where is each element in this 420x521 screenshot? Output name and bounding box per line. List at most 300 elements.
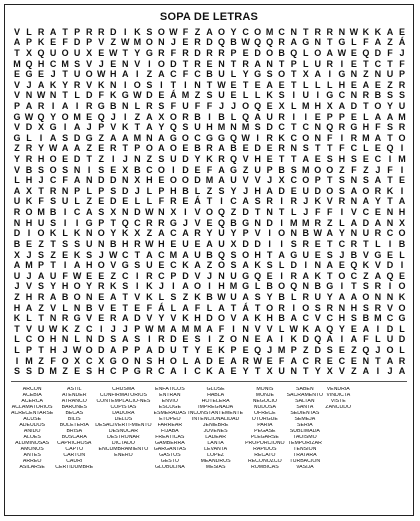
grid-cell: C [338,90,346,101]
grid-cell: R [314,26,322,37]
word-item: PLEGARSE [250,434,279,440]
grid-cell: N [290,26,297,37]
grid-cell: C [302,122,309,133]
grid-cell: X [74,355,81,366]
word-item: MONJE [255,392,274,398]
grid-cell: E [182,143,189,154]
grid-cell: R [218,48,225,58]
grid-cell: P [134,323,141,334]
grid-cell: K [206,154,213,165]
grid-cell: D [206,37,213,48]
word-item: ENVÍO [161,398,178,404]
grid-cell: I [292,302,295,313]
word-item: ACRECENTARSE [11,410,54,416]
grid-cell: A [386,26,394,37]
grid-cell: W [48,143,58,154]
grid-cell: E [86,270,93,281]
grid-cell: L [302,58,309,69]
grid-cell: Y [134,48,141,58]
grid-cell: J [158,281,164,292]
grid-cell: A [158,143,165,154]
grid-cell: M [49,366,57,377]
grid-cell: C [134,217,141,228]
grid-cell: N [302,281,309,292]
grid-cell: H [37,154,45,165]
word-item: AMONOS [20,446,44,452]
grid-cell: I [27,228,31,239]
grid-cell: L [351,37,357,48]
grid-cell: T [387,175,393,186]
grid-cell: F [62,270,68,281]
word-item: ACERCA [21,398,43,404]
grid-cell: F [387,48,393,58]
grid-cell: A [73,175,81,186]
grid-cell: U [194,249,201,260]
grid-cell: F [194,101,201,112]
grid-cell: R [13,207,21,218]
grid-cell: C [49,58,57,69]
grid-cell: A [13,260,21,271]
grid-cell: J [375,164,381,175]
grid-cell: N [85,228,93,239]
grid-cell: X [398,217,405,228]
grid-cell: E [314,111,321,122]
grid-cell: G [121,90,129,101]
grid-cell: U [73,69,81,80]
grid-cell: B [206,249,213,260]
grid-cell: H [122,238,129,249]
word-item: CERTIDUMBRE [55,464,94,470]
grid-cell: E [374,143,381,154]
grid-cell: L [86,185,92,196]
grid-cell: R [374,302,382,313]
grid-cell: A [326,48,334,58]
grid-cell: C [194,69,201,80]
grid-cell: I [63,122,67,133]
grid-cell: U [362,228,370,239]
grid-cell: Q [290,48,298,58]
word-item: ACEBIA [22,392,42,398]
grid-cell: K [134,26,141,37]
grid-cell: I [280,217,283,228]
grid-cell: W [217,79,226,90]
grid-cell: T [254,302,261,313]
grid-cell: N [122,101,129,112]
grid-cell: W [72,270,82,281]
word-item: DICTADO [111,440,135,446]
grid-cell: B [85,302,93,313]
grid-cell: N [314,132,322,143]
grid-cell: G [205,132,213,143]
word-item: ENTRAN [159,392,181,398]
grid-cell: H [97,366,105,377]
grid-cell: N [61,185,69,196]
grid-cell: D [242,238,249,249]
grid-cell: L [399,249,405,260]
grid-cell: M [398,154,406,165]
grid-cell: T [50,238,56,249]
grid-cell: E [266,355,273,366]
grid-cell: D [182,154,189,165]
grid-cell: A [170,323,177,334]
grid-cell: C [122,270,129,281]
grid-cell: C [73,207,81,218]
grid-cell: V [194,217,201,228]
grid-cell: W [133,90,142,101]
grid-cell: D [350,101,358,112]
grid-cell: L [315,79,321,90]
grid-cell: G [302,37,310,48]
grid-cell: D [37,366,45,377]
grid-cell: A [13,37,21,48]
grid-cell: O [97,228,105,239]
grid-cell: R [110,313,117,324]
grid-cell: X [110,207,117,218]
grid-cell: I [340,207,344,218]
grid-cell: G [242,270,250,281]
grid-cell: Q [121,217,129,228]
grid-cell: E [158,90,165,101]
word-item: LÓPEZ [207,452,225,458]
grid-cell: S [62,164,69,175]
grid-cell: Z [38,302,44,313]
grid-cell: E [278,79,285,90]
grid-cell: T [62,90,68,101]
grid-cell: O [326,185,334,196]
grid-cell: E [338,260,345,271]
grid-cell: L [327,79,333,90]
grid-cell: A [362,323,370,334]
grid-cell: R [278,143,285,154]
grid-cell: U [266,111,273,122]
grid-cell: M [25,355,33,366]
grid-cell: V [86,58,93,69]
word-item: JUVENES [203,428,228,434]
grid-cell: E [350,323,357,334]
grid-cell: E [230,366,237,377]
grid-cell: B [194,143,201,154]
grid-cell: O [302,175,310,186]
grid-cell: U [49,48,57,58]
grid-cell: N [386,291,394,302]
grid-cell: M [13,58,21,69]
grid-cell: N [338,302,346,313]
word-item: ALUMINOSAS [15,440,50,446]
grid-cell: N [350,228,358,239]
grid-cell: I [172,281,175,292]
word-item: SACRAMENTO [286,392,324,398]
grid-cell: I [280,196,283,207]
grid-cell: K [97,79,105,90]
grid-cell: E [98,291,105,302]
grid-cell: S [266,260,273,271]
grid-cell: T [278,154,285,165]
grid-cell: Q [350,260,358,271]
grid-cell: D [194,175,201,186]
grid-cell: I [184,366,187,377]
grid-cell: R [374,185,382,196]
grid-cell: B [266,281,273,292]
grid-cell: L [146,196,153,207]
grid-cell: R [25,143,33,154]
grid-cell: P [98,185,105,196]
grid-cell: Y [326,291,333,302]
grid-cell: K [266,90,273,101]
grid-cell: E [206,217,213,228]
grid-cell: B [206,291,213,302]
grid-cell: O [25,207,33,218]
word-item: SEMEJA [294,416,316,422]
grid-cell: Z [146,228,153,239]
grid-cell: A [122,132,129,143]
grid-cell: R [25,154,33,165]
grid-cell: A [122,334,129,345]
grid-cell: E [266,143,273,154]
grid-cell: A [338,101,346,112]
grid-cell: R [158,334,165,345]
grid-cell: G [398,313,406,324]
grid-cell: T [290,122,297,133]
grid-cell: I [208,334,211,345]
grid-cell: E [374,79,381,90]
grid-cell: D [386,260,394,271]
grid-cell: T [327,143,333,154]
grid-cell: L [62,228,68,239]
grid-cell: V [314,313,321,324]
grid-cell: P [230,344,237,355]
grid-cell: K [182,313,189,324]
grid-cell: F [158,196,165,207]
grid-cell: C [242,26,249,37]
grid-cell: W [349,26,359,37]
grid-cell: Q [37,48,45,58]
grid-cell: C [278,26,285,37]
grid-cell: Z [327,217,333,228]
grid-cell: J [38,175,44,186]
grid-cell: N [338,26,346,37]
word-item: LADEAR [205,434,226,440]
grid-cell: A [374,217,382,228]
grid-cell: V [350,207,357,218]
grid-cell: Y [338,323,345,334]
grid-cell: W [241,37,250,48]
grid-cell: E [314,249,321,260]
grid-cell: X [134,175,141,186]
grid-cell: H [146,175,153,186]
grid-cell: K [146,291,153,302]
grid-cell: T [122,291,129,302]
grid-cell: A [398,196,406,207]
grid-cell: C [338,355,346,366]
grid-cell: J [98,58,104,69]
grid-cell: A [110,291,117,302]
grid-cell: E [254,334,261,345]
grid-cell: D [97,334,105,345]
grid-cell: E [182,334,189,345]
grid-cell: B [398,238,406,249]
grid-cell: O [398,132,406,143]
word-item: FIJABA [161,428,179,434]
grid-cell: O [374,101,382,112]
grid-cell: L [158,291,165,302]
grid-cell: A [218,366,225,377]
word-item: GASTOS [159,452,181,458]
grid-cell: B [206,69,213,80]
grid-cell: S [302,143,309,154]
grid-cell: N [350,69,358,80]
grid-cell: A [218,164,225,175]
grid-cell: F [170,48,177,58]
word-item: SUBLIMADA [289,428,320,434]
grid-cell: A [49,132,57,143]
grid-cell: Z [218,334,225,345]
grid-cell: O [266,48,274,58]
grid-cell: L [206,302,213,313]
grid-cell: W [36,90,46,101]
grid-cell: P [314,175,321,186]
word-item: TENSIÓN [293,446,317,452]
grid-cell: K [122,122,129,133]
word-item: BILIS [67,416,81,422]
grid-cell: S [386,90,393,101]
grid-cell: J [26,270,32,281]
grid-cell: A [254,58,261,69]
grid-cell: T [290,69,297,80]
grid-cell: I [208,111,211,122]
grid-cell: H [338,154,346,165]
word-item: BECAS [65,410,84,416]
grid-cell: U [302,90,309,101]
grid-cell: N [134,154,141,165]
grid-cell: O [157,26,165,37]
grid-cell: E [290,185,297,196]
grid-cell: J [267,344,273,355]
word-column [154,387,187,511]
grid-cell: L [242,90,249,101]
grid-cell: E [98,313,105,324]
grid-cell: M [133,37,142,48]
grid-cell: A [242,291,249,302]
grid-cell: Y [230,26,237,37]
grid-cell: S [38,249,45,260]
grid-cell: L [278,323,285,334]
word-item: PROPORCIONO [245,440,285,446]
grid-cell: I [63,207,67,218]
grid-cell: I [280,334,283,345]
grid-cell: I [87,164,91,175]
grid-cell: Z [302,344,309,355]
grid-cell: A [398,366,406,377]
grid-cell: R [61,313,69,324]
grid-cell: U [182,101,189,112]
grid-cell: T [278,207,285,218]
grid-cell: Q [25,58,33,69]
grid-cell: O [73,281,81,292]
grid-cell: T [375,355,381,366]
word-item: ANTES [23,452,41,458]
grid-cell: S [338,175,345,186]
grid-cell: A [230,355,237,366]
word-item: HOTELERA [201,398,230,404]
grid-cell: W [109,249,118,260]
grid-cell: T [363,101,369,112]
grid-cell: J [26,79,32,90]
grid-cell: D [386,323,394,334]
grid-cell: H [25,291,33,302]
grid-cell: O [314,48,322,58]
grid-cell: Z [110,37,116,48]
grid-cell: V [86,313,93,324]
grid-cell: F [339,143,345,154]
grid-cell: O [205,207,213,218]
grid-cell: N [362,355,370,366]
word-item: TEMPORIZAR [287,440,322,446]
grid-cell: Q [218,37,226,48]
grid-cell: M [289,217,298,228]
grid-cell: U [386,69,394,80]
grid-cell: B [110,101,117,112]
grid-cell: E [266,154,273,165]
grid-cell: A [218,302,225,313]
grid-cell: T [86,154,92,165]
grid-cell: N [350,90,358,101]
grid-cell: T [387,132,393,143]
grid-cell: A [302,270,309,281]
grid-cell: H [25,217,33,228]
grid-cell: R [278,111,285,122]
grid-cell: J [399,48,405,58]
word-item: GLOBULINA [154,464,185,470]
grid-cell: R [242,355,249,366]
grid-cell: V [230,313,237,324]
grid-cell: G [49,122,57,133]
grid-cell: N [122,175,129,186]
grid-cell: U [49,270,57,281]
grid-cell: I [232,323,235,334]
grid-cell: K [218,344,225,355]
grid-cell: A [362,196,370,207]
grid-cell: O [362,291,370,302]
word-item: ESCOGE [158,404,181,410]
grid-cell: R [278,302,285,313]
grid-cell: Z [387,37,393,48]
grid-cell: I [292,90,295,101]
grid-cell: H [266,313,273,324]
grid-cell: K [386,185,394,196]
grid-cell: S [230,260,237,271]
grid-cell: T [302,26,309,37]
word-item: CAPTO [65,446,84,452]
grid-cell: K [254,260,261,271]
grid-cell: S [86,366,93,377]
grid-cell: C [158,270,165,281]
grid-cell: N [386,217,394,228]
word-item: ÁLOES [23,434,41,440]
grid-cell: O [338,270,346,281]
grid-cell: Q [218,217,226,228]
grid-cell: V [14,122,21,133]
grid-cell: L [290,207,297,218]
word-item: CAURI [66,458,83,464]
grid-cell: R [182,48,189,58]
grid-cell: V [14,164,21,175]
grid-cell: T [290,154,297,165]
word-item: ZANCUDO [325,404,352,410]
grid-cell: R [326,26,334,37]
grid-cell: F [327,132,333,143]
grid-cell: T [206,196,213,207]
grid-cell: P [290,344,297,355]
